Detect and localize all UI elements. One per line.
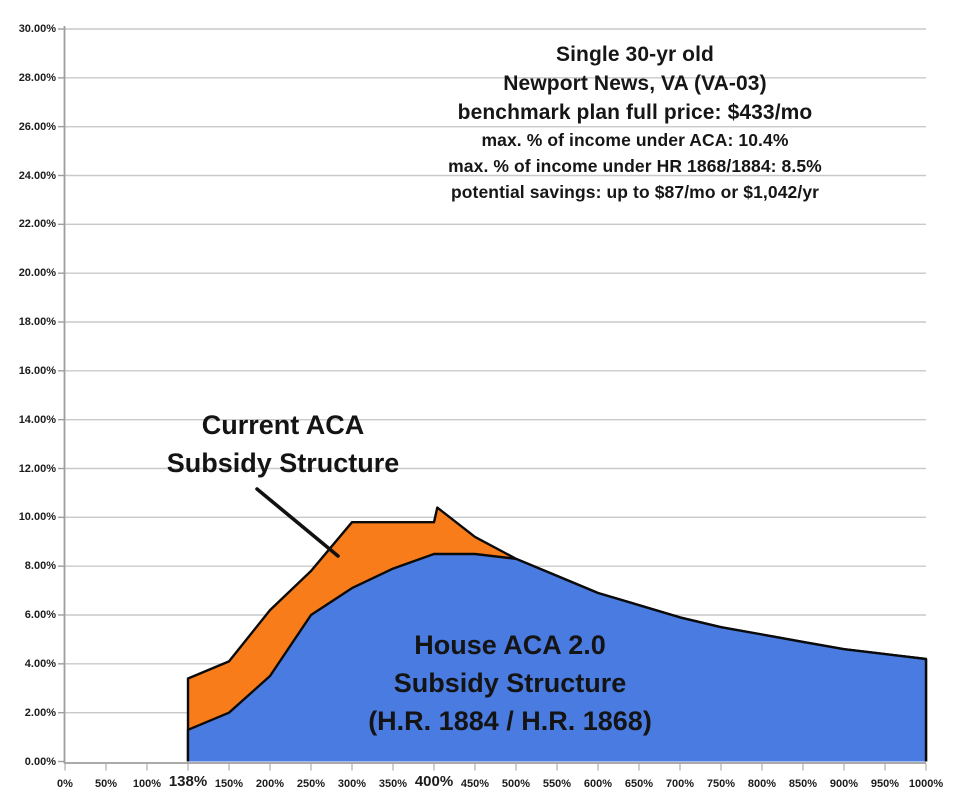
title-line-6: potential savings: up to $87/mo or $1,042/yr (450, 182, 820, 202)
x-axis-tick-label: 138% (168, 773, 208, 790)
title-line-1: Single 30-yr old (556, 43, 714, 66)
y-axis-tick-label: 16.00% (18, 364, 56, 377)
y-axis-tick-label: 26.00% (18, 120, 56, 133)
x-axis-tick-label: 900% (829, 778, 859, 790)
title-line-5: max. % of income under HR 1868/1884: 8.5% (448, 156, 822, 176)
y-axis-tick-label: 28.00% (18, 71, 56, 84)
x-axis-tick-label: 200% (255, 778, 285, 790)
house-aca-annotation-line-1: House ACA 2.0 (414, 630, 606, 660)
house-aca-annotation-line-2: Subsidy Structure (393, 668, 627, 698)
x-axis-tick-label: 450% (460, 778, 490, 790)
current-aca-annotation-line-2: Subsidy Structure (166, 448, 400, 478)
x-axis-tick-label: 150% (214, 778, 244, 790)
x-axis-tick-label: 50% (94, 778, 118, 790)
chart-title-block (320, 40, 950, 205)
x-axis-tick-label: 250% (296, 778, 326, 790)
x-axis-tick-label: 950% (870, 778, 900, 790)
y-axis-tick-label: 6.00% (24, 609, 56, 621)
y-axis-tick-label: 2.00% (24, 706, 56, 719)
x-axis-tick-label: 550% (542, 778, 572, 790)
y-axis-tick-label: 24.00% (18, 169, 56, 182)
x-axis-tick-label: 350% (378, 778, 408, 790)
x-axis-tick-label: 1000% (908, 778, 944, 790)
y-axis-tick-label: 18.00% (18, 316, 56, 328)
x-axis-tick-label: 700% (665, 778, 695, 790)
x-axis-tick-label: 300% (337, 778, 367, 790)
current-aca-annotation (118, 406, 448, 482)
y-axis-tick-label: 30.00% (18, 23, 56, 35)
y-axis-tick-label: 14.00% (18, 413, 56, 426)
x-axis-tick-label: 800% (747, 778, 777, 790)
y-axis-tick-label: 22.00% (18, 218, 56, 231)
house-aca-annotation (305, 626, 715, 740)
title-line-3: benchmark plan full price: $433/mo (457, 101, 813, 124)
x-axis-tick-label: 500% (501, 778, 531, 790)
x-axis-tick-label: 0% (57, 778, 73, 790)
y-axis-tick-label: 4.00% (24, 657, 56, 670)
title-line-2: Newport News, VA (VA-03) (503, 72, 767, 95)
x-axis-tick-label: 100% (132, 778, 162, 790)
x-axis-tick-label: 650% (624, 778, 654, 790)
x-axis-tick-label: 750% (706, 778, 736, 790)
y-axis-tick-label: 8.00% (24, 560, 56, 573)
x-axis-tick-label: 600% (583, 778, 613, 790)
house-aca-annotation-line-3: (H.R. 1884 / H.R. 1868) (368, 706, 652, 736)
y-axis-tick-label: 0.00% (24, 755, 56, 768)
y-axis-tick-label: 12.00% (18, 462, 56, 475)
title-line-4: max. % of income under ACA: 10.4% (481, 130, 789, 150)
x-axis-tick-label: 400% (414, 773, 454, 790)
current-aca-annotation-line-1: Current ACA (201, 410, 365, 440)
annotation-pointer-line (257, 489, 338, 556)
x-axis-tick-label: 850% (788, 778, 818, 790)
y-axis-tick-label: 20.00% (18, 267, 56, 280)
y-axis-tick-label: 10.00% (18, 511, 56, 524)
